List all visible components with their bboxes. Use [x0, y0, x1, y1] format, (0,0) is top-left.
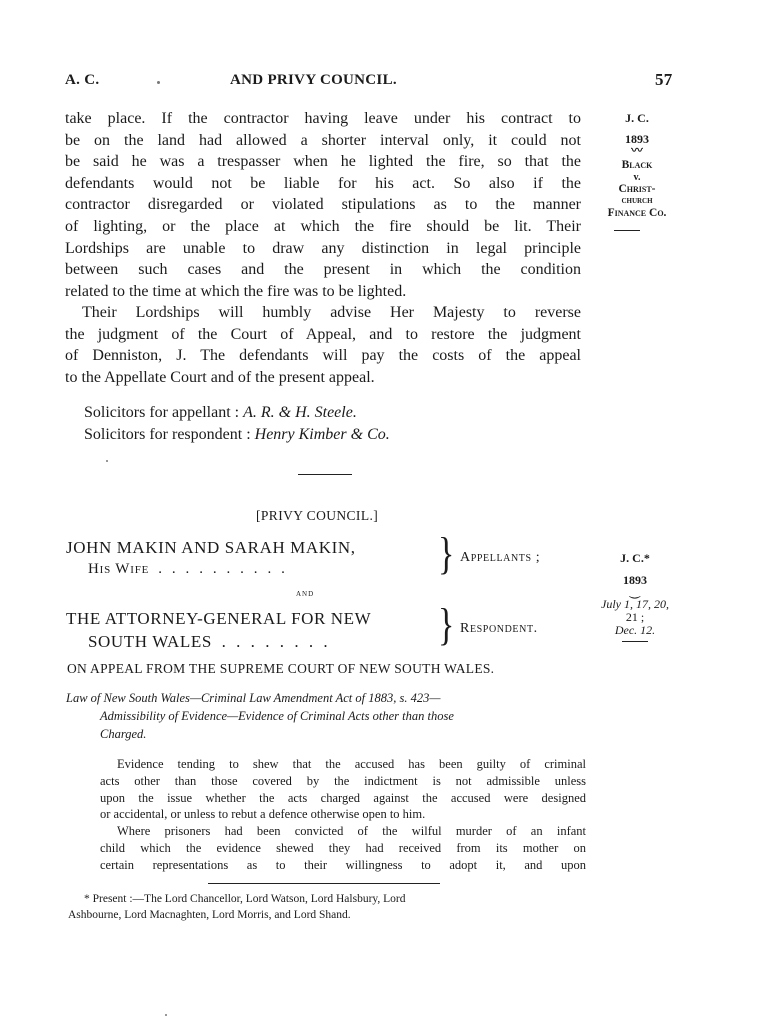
headnote-line: Law of New South Wales—Criminal Law Amendment Act of 1883, s. 423— — [66, 691, 441, 705]
margin2-dates-3: Dec. 12. — [614, 623, 656, 637]
holding-text — [100, 756, 586, 874]
opinion-line: Lordships are unable to draw any distinction in legal principle — [65, 239, 581, 257]
running-header-left: A. C. — [65, 72, 100, 88]
speck — [106, 460, 108, 462]
advice-line: the judgment of the Court of Appeal, and to restore the judgment — [65, 325, 581, 343]
margin2-year: 1893 — [623, 573, 647, 587]
solicitors-appellant-label: Solicitors for appellant : — [84, 404, 240, 421]
speck — [157, 81, 160, 84]
holding-line: upon the issue whether the acts charged against the accused were designed — [100, 790, 586, 805]
opinion-line: between such cases and the present in which the condition — [65, 261, 581, 279]
holding-line: child which the evidence shewed they had received from its mother on — [100, 840, 586, 855]
advice-line: of Denniston, J. The defendants will pay the costs of the appeal — [65, 347, 581, 365]
margin-case-1: Black — [621, 159, 653, 171]
court-label: [PRIVY COUNCIL.] — [256, 508, 379, 523]
solicitors-respondent-label: Solicitors for respondent : — [84, 426, 251, 443]
solicitors-respondent-name: Henry Kimber & Co. — [254, 426, 390, 443]
advice-line: Their Lordships will humbly advise Her Majesty to reverse — [82, 304, 581, 321]
margin-note-case — [592, 110, 682, 220]
solicitors-appellant-name: A. R. & H. Steele. — [243, 404, 357, 421]
running-header-title: AND PRIVY COUNCIL. — [230, 72, 397, 88]
holding-line: or accidental, or unless to rebut a defence otherwise open to him. — [100, 807, 426, 822]
respondent-role: Respondent. — [460, 621, 538, 636]
holding-line: certain representations as to their willingness to adopt it, and upon — [100, 857, 586, 872]
headnote-line: Admissibility of Evidence—Evidence of Criminal Acts other than those — [100, 709, 454, 723]
speck — [165, 1014, 167, 1016]
margin-rule — [614, 230, 640, 231]
margin2-court: J. C.* — [620, 551, 650, 565]
margin-case-3: Christ- — [618, 183, 656, 195]
footnote-text: Ashbourne, Lord Macnaghten, Lord Morris, and Lord Shand. — [68, 909, 351, 921]
margin-note-dates — [588, 550, 682, 638]
opinion-line: related to the time at which the fire was to be lighted. — [65, 282, 407, 300]
footnote-line-1 — [84, 891, 406, 907]
opinion-line: take place. If the contractor having leave under his contract to — [65, 110, 581, 127]
margin-year: 1893 — [625, 132, 649, 146]
advice-line: to the Appellate Court and of the present appeal. — [65, 368, 375, 386]
holding-line: Where prisoners had been convicted of the wilful murder of an infant — [117, 824, 586, 839]
appellant-wife: His Wife . . . . . . . . . . — [88, 561, 286, 577]
appellant-name: JOHN MAKIN AND SARAH MAKIN, — [66, 538, 356, 557]
margin-case-5: Finance Co. — [607, 207, 667, 219]
holding-line: Evidence tending to shew that the accused has been guilty of criminal — [117, 757, 586, 771]
margin2-swash: ⏝ — [629, 584, 641, 598]
appellant-brace: } — [438, 529, 455, 580]
margin2-dates-2: 21 ; — [625, 610, 645, 624]
appeal-heading: ON APPEAL FROM THE SUPREME COURT OF NEW SOUTH WALES. — [67, 661, 495, 676]
footnote-text: * Present :—The Lord Chancellor, Lord Watson, Lord Halsbury, Lord — [84, 893, 406, 905]
margin2-dates-1: July 1, 17, 20, — [601, 597, 669, 611]
page-number: 57 — [655, 70, 673, 89]
opinion-line: be said he was a trespasser when he lighted the fire, so that the — [65, 153, 581, 171]
footnote-line-2 — [68, 907, 351, 923]
opinion-line: contractor disregarded or violated stipulations as to the manner — [65, 196, 581, 214]
holding-line: acts other than those covered by the indictment is not admissible unless — [100, 773, 586, 788]
margin-swash: 〰 — [631, 145, 643, 157]
headnote-line: Charged. — [100, 727, 147, 741]
margin-case-2: v. — [633, 172, 641, 183]
footnote-rule — [208, 883, 440, 884]
solicitors-respondent — [84, 424, 390, 446]
headnote — [66, 689, 586, 743]
respondent-name: THE ATTORNEY-GENERAL FOR NEW — [66, 609, 372, 628]
and-separator: and — [296, 588, 315, 599]
opinion-paragraph — [65, 108, 581, 302]
margin-court: J. C. — [625, 111, 649, 125]
advice-paragraph — [65, 302, 581, 388]
margin-case-4: church — [621, 196, 653, 206]
opinion-line: be on the land had allowed a shorter interval only, it could not — [65, 131, 581, 149]
solicitors-appellant — [84, 402, 357, 424]
opinion-line: defendants would not be liable for his act. So also if the — [65, 174, 581, 192]
margin2-rule — [622, 641, 648, 642]
appellant-role: Appellants ; — [460, 550, 541, 565]
opinion-line: of lighting, or the place at which the fire should be lit. Their — [65, 217, 581, 235]
respondent-state: SOUTH WALES . . . . . . . . — [88, 632, 329, 651]
respondent-brace: } — [438, 600, 455, 651]
section-divider — [298, 474, 352, 475]
